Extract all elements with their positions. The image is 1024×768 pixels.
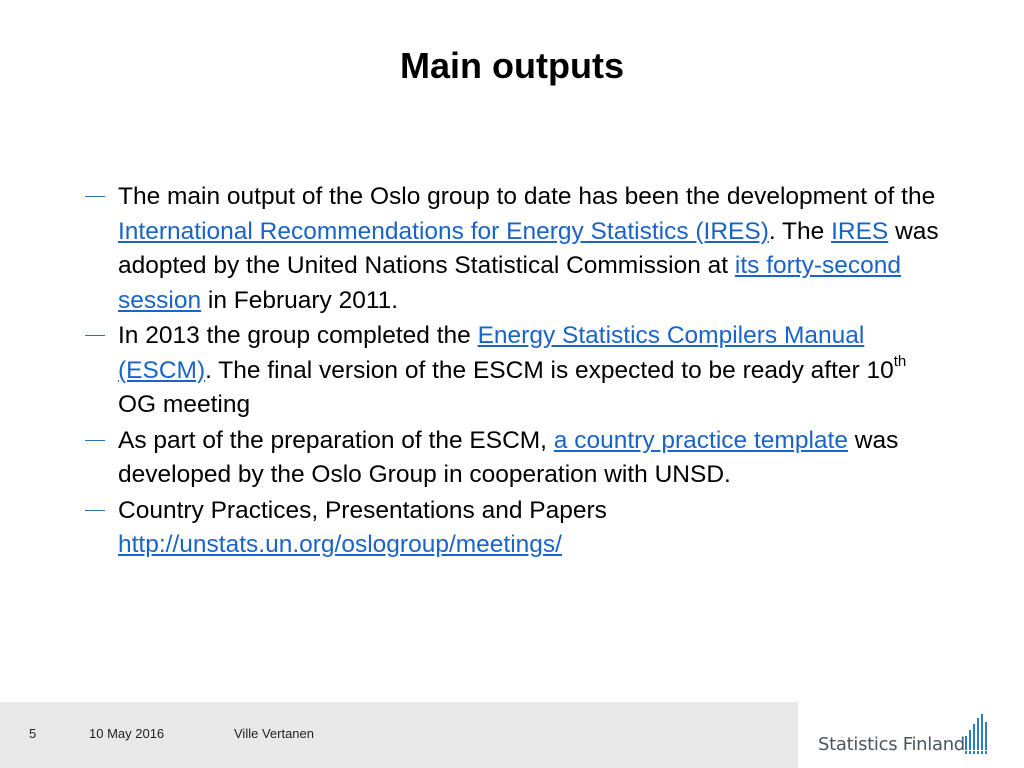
ires-short-link[interactable]: IRES (831, 217, 889, 245)
dash-bullet-icon (85, 196, 105, 197)
statistics-finland-bars-icon (964, 714, 990, 754)
bullet-text: The main output of the Oslo group to date has been the development of the (118, 183, 936, 210)
bullet-text: As part of the preparation of the ESCM, (118, 426, 554, 454)
dash-bullet-icon (85, 335, 105, 336)
bullet-text: . The final version of the ESCM is expected to be ready after 10 (205, 356, 894, 384)
bullet-item-escm (80, 319, 950, 423)
ires-link[interactable]: International Recommendations for Energy Statistics (IRES) (118, 217, 769, 245)
slide-footer (0, 702, 1024, 768)
bullet-list (80, 180, 950, 564)
bullet-text: was developed by the Oslo Group in cooperation with UNSD. (118, 426, 899, 488)
page-number: 5 (29, 726, 37, 741)
escm-link[interactable]: Energy Statistics Compilers Manual (ESCM) (118, 322, 865, 384)
bullet-text: was adopted by the United Nations Statistical Commission at (118, 217, 939, 279)
meetings-url-link[interactable]: http://unstats.un.org/oslogroup/meetings/ (118, 531, 562, 558)
bullet-text: In 2013 the group completed the (118, 322, 478, 349)
footer-date: 10 May 2016 (89, 726, 165, 741)
bullet-item-template (80, 424, 950, 493)
country-practice-template-link[interactable]: a country practice template (553, 426, 848, 454)
logo-text: Statistics Finland (818, 734, 965, 755)
statistics-finland-logo (818, 714, 998, 760)
bullet-text: Country Practices, Presentations and Papers (118, 496, 607, 524)
superscript-th: th (893, 353, 907, 371)
bullet-text: in February 2011. (201, 286, 399, 314)
bullet-item-main-output (80, 180, 950, 318)
footer-author: Ville Vertanen (234, 726, 314, 741)
bullet-text: OG meeting (118, 391, 251, 418)
dash-bullet-icon (85, 510, 105, 511)
bullet-text: . The (768, 217, 832, 245)
forty-second-session-link[interactable]: its forty-second session (118, 252, 902, 314)
dash-bullet-icon (85, 440, 105, 441)
slide-title: Main outputs (400, 45, 624, 86)
bullet-item-country-practices (80, 494, 950, 563)
